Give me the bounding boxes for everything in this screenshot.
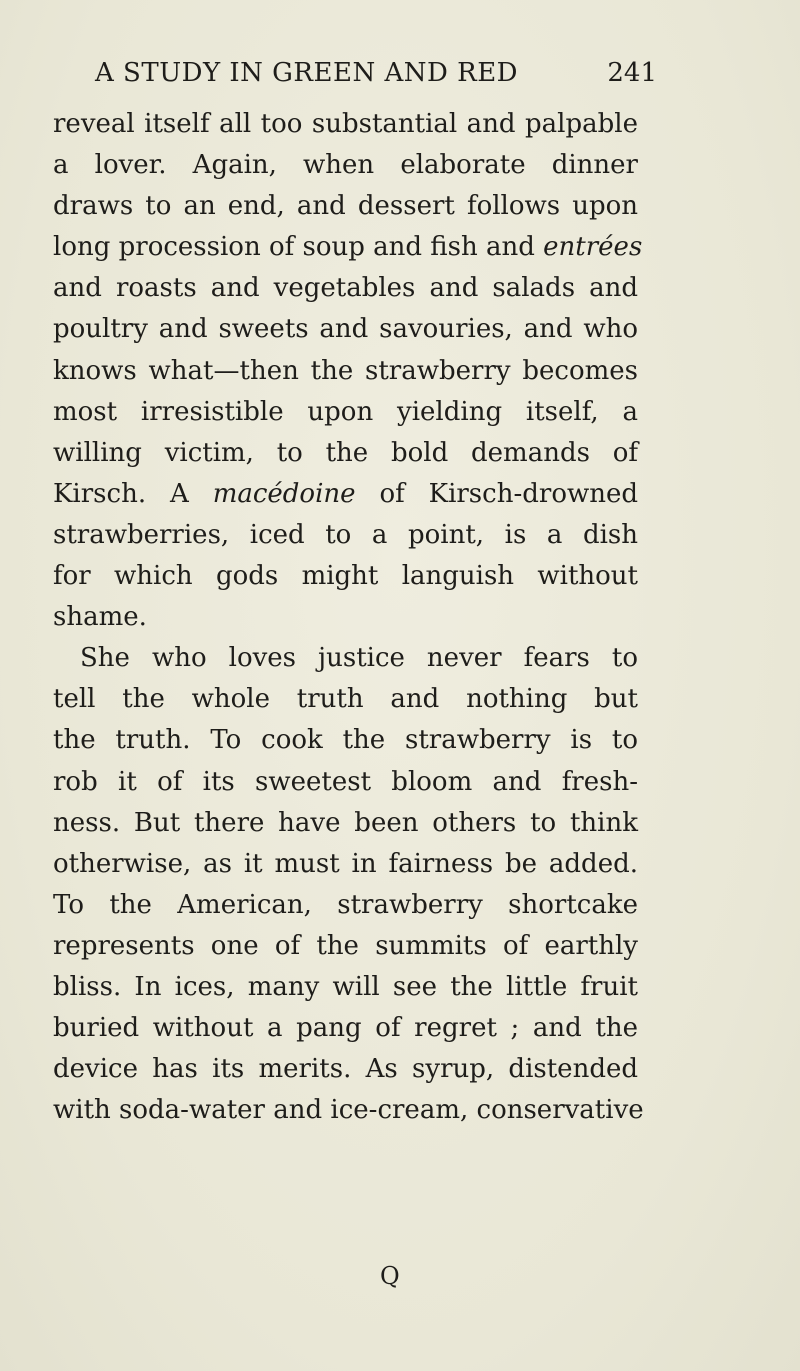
text-span: Kirsch. A	[53, 478, 213, 509]
page-header	[95, 58, 657, 94]
text-line: draws to an end, and dessert follows upon	[53, 191, 638, 222]
text-line: with soda-water and ice-cream, conservative	[53, 1095, 644, 1126]
paragraph-first-line: She who loves justice never fears to	[80, 643, 638, 674]
text-line: represents one of the summits of earthly	[53, 930, 638, 961]
text-line: device has its merits. As syrup, distended	[53, 1054, 638, 1085]
text-line	[53, 227, 643, 268]
text-line: for which gods might languish without	[53, 561, 638, 592]
text-line: rob it of its sweetest bloom and fresh-	[53, 766, 638, 797]
text-line: willing victim, to the bold demands of	[53, 437, 638, 468]
text-span: of Kirsch-drowned	[355, 478, 638, 509]
text-line: buried without a pang of regret ; and the	[53, 1013, 638, 1044]
text-line: strawberries, iced to a point, is a dish	[53, 519, 638, 550]
text-span: long procession of soup and fish and	[53, 232, 544, 263]
running-head: A STUDY IN GREEN AND RED	[95, 58, 519, 88]
text-line: a lover. Again, when elaborate dinner	[53, 150, 638, 181]
text-line: tell the whole truth and nothing but	[53, 684, 638, 715]
text-line: bliss. In ices, many will see the little fruit	[53, 971, 638, 1002]
signature-mark: Q	[380, 1262, 400, 1290]
text-line: reveal itself all too substantial and palpable	[53, 109, 638, 139]
text-line: the truth. To cook the strawberry is to	[53, 725, 638, 756]
text-line: most irresistible upon yielding itself, a	[53, 396, 638, 427]
text-line: otherwise, as it must in fairness be added.	[53, 848, 638, 879]
page-number: 241	[607, 58, 657, 88]
text-line: poultry and sweets and savouries, and who	[53, 314, 638, 345]
text-line: ness. But there have been others to think	[53, 807, 638, 838]
body-text	[53, 104, 644, 1131]
text-line: and roasts and vegetables and salads and	[53, 273, 638, 304]
text-line: knows what—then the strawberry becomes	[53, 355, 638, 386]
text-line	[53, 474, 638, 515]
italic-word: entrées	[543, 232, 643, 263]
text-line: To the American, strawberry shortcake	[53, 889, 638, 920]
text-line: shame.	[53, 602, 147, 633]
italic-word: macédoine	[212, 478, 356, 509]
